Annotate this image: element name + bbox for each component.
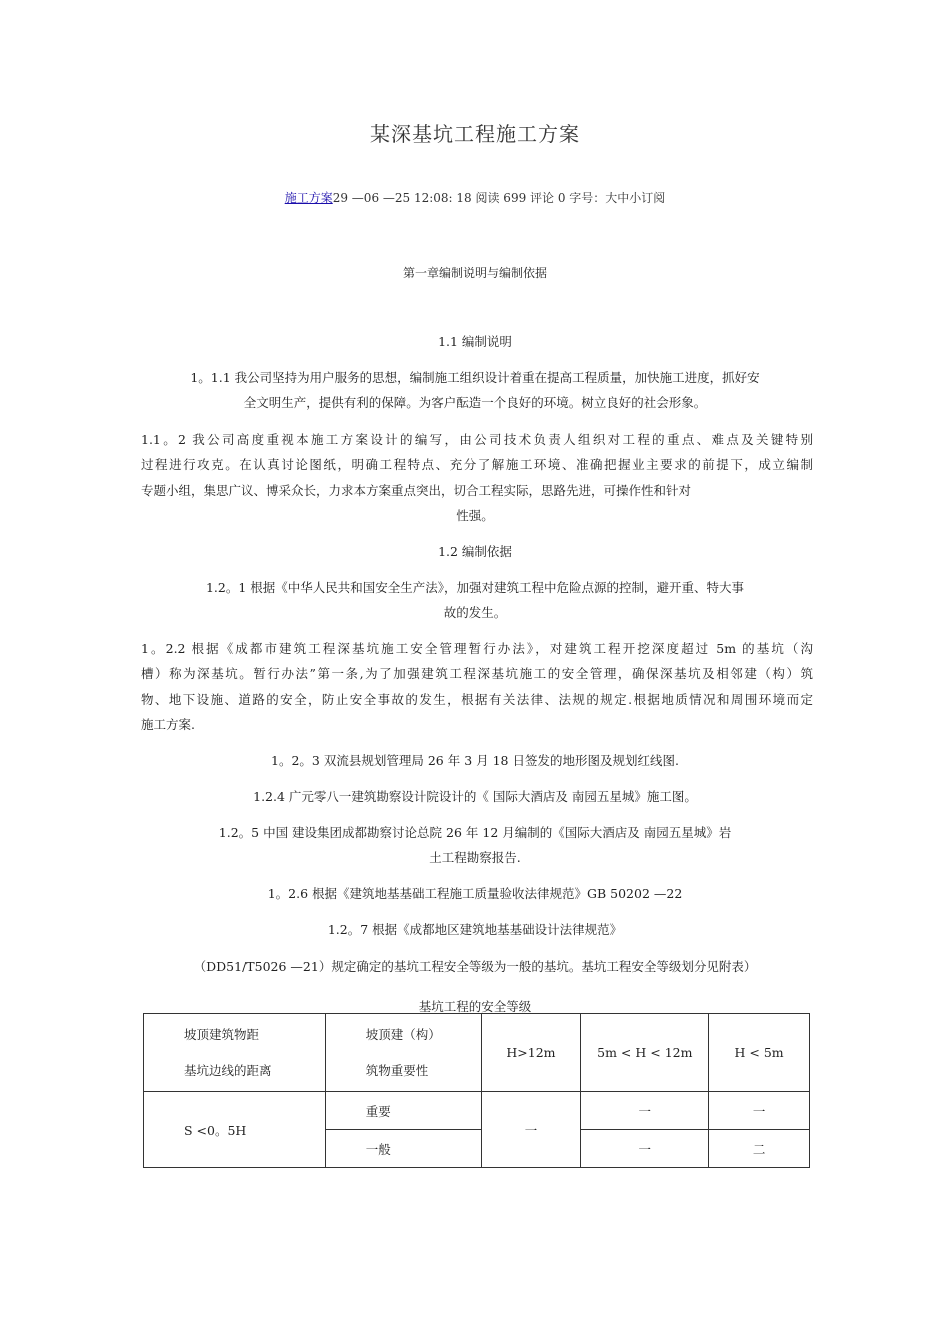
paragraph-1-2-5-line1: 1.2。5 中国 建设集团成都勘察讨论总院 26 年 12 月编制的《国际大酒店及 南园五星城》岩 [218,825,732,840]
paragraph-1-1-2-line3: 专题小组，集思广议、博采众长，力求本方案重点突出，切合工程实际，思路先进，可操作性和针对 [141,483,692,498]
grade-cell: 一 [481,1092,581,1168]
paragraph-1-2-7: 1.2。7 根据《成都地区建筑地基基础设计法律规范》 [327,922,623,937]
document-title: 某深基坑工程施工方案 [370,122,580,146]
paragraph-1-2-5-line2: 土工程勘察报告. [429,850,521,865]
paragraph-1-2-4: 1.2.4 广元零八一建筑勘察设计院设计的《 国际大酒店及 南园五星城》施工图。 [253,789,697,804]
header-depth-under-5: H < 5m [709,1014,810,1092]
paragraph-1-1-2-line2: 过程进行攻克。在认真讨论图纸，明确工程特点、充分了解施工环境、准确把握业主要求的前提下，成立编制 [141,457,813,472]
header-importance [325,1014,481,1092]
table-row [144,1092,810,1130]
paragraph-1-2-6: 1。2.6 根据《建筑地基基础工程施工质量验收法律规范》GB 50202 —22 [267,886,683,901]
grade-cell: 一 [709,1092,810,1130]
paragraph-1-2-3: 1。2。3 双流县规划管理局 26 年 3 月 18 日签发的地形图及规划红线图. [271,753,679,768]
meta-info: 29 —06 —25 12:08: 18 阅读 699 评论 0 字号：大中小订阅 [332,191,666,205]
table-caption: 基坑工程的安全等级 [418,999,532,1014]
paragraph-1-1-1-line1: 1。1.1 我公司坚持为用户服务的思想，编制施工组织设计着重在提高工程质量，加快施工进度，抓好安 [190,370,760,385]
paragraph-1-2-2-line4: 施工方案. [141,717,195,732]
distance-cell: S <0。5H [144,1092,326,1168]
chapter-heading: 第一章编制说明与编制依据 [402,266,547,280]
paragraph-1-2-2-line1: 1。2.2 根据《成都市建筑工程深基坑施工安全管理暂行办法》，对建筑工程开挖深度超过 5m 的基坑（沟 [141,641,813,656]
paragraph-1-1-2-line1: 1.1。2 我公司高度重视本施工方案设计的编写，由公司技术负责人组织对工程的重点、难点及关键特别 [141,432,813,447]
header-distance [144,1014,326,1092]
header-importance-line1: 坡顶建（构） [365,1026,441,1042]
grade-cell: 一 [581,1092,709,1130]
section-heading-1-2: 1.2 编制依据 [438,544,512,559]
grade-cell: 一 [581,1130,709,1168]
paragraph-1-1-2-line4: 性强。 [456,508,494,523]
importance-cell: 一般 [325,1130,481,1168]
table-header-row [144,1014,810,1092]
paragraph-1-1-1-line2: 全文明生产，提供有利的保障。为客户酝造一个良好的环境。树立良好的社会形象。 [243,395,707,410]
paragraph-1-2-2-line3: 物、地下设施、道路的安全，防止安全事故的发生，根据有关法律、法规的规定.根据地质情况和周围环境而定 [141,692,813,707]
safety-grade-table [143,1013,810,1168]
paragraph-1-2-1-line1: 1.2。1 根据《中华人民共和国安全生产法》，加强对建筑工程中危险点源的控制，避开重、特大事 [205,580,745,595]
header-depth-over-12: H>12m [481,1014,581,1092]
header-distance-line2: 基坑边线的距离 [184,1062,272,1078]
header-importance-line2: 筑物重要性 [365,1062,429,1078]
paragraph-1-2-2-line2: 槽）称为深基坑。暂行办法”第一条,为了加强建筑工程深基坑施工的安全管理，确保深基坑及相邻建（构）筑 [141,666,813,681]
paragraph-1-2-8: （DD51/T5026 —21）规定确定的基坑工程安全等级为一般的基坑。基坑工程安全等级划分见附表） [193,959,757,974]
header-distance-line1: 坡顶建筑物距 [184,1026,260,1042]
section-heading-1-1: 1.1 编制说明 [438,334,512,349]
importance-cell: 重要 [325,1092,481,1130]
category-link[interactable]: 施工方案 [284,191,333,205]
document-meta [0,189,950,206]
header-depth-5-12: 5m < H < 12m [581,1014,709,1092]
grade-cell: 二 [709,1130,810,1168]
paragraph-1-2-1-line2: 故的发生。 [443,605,507,620]
